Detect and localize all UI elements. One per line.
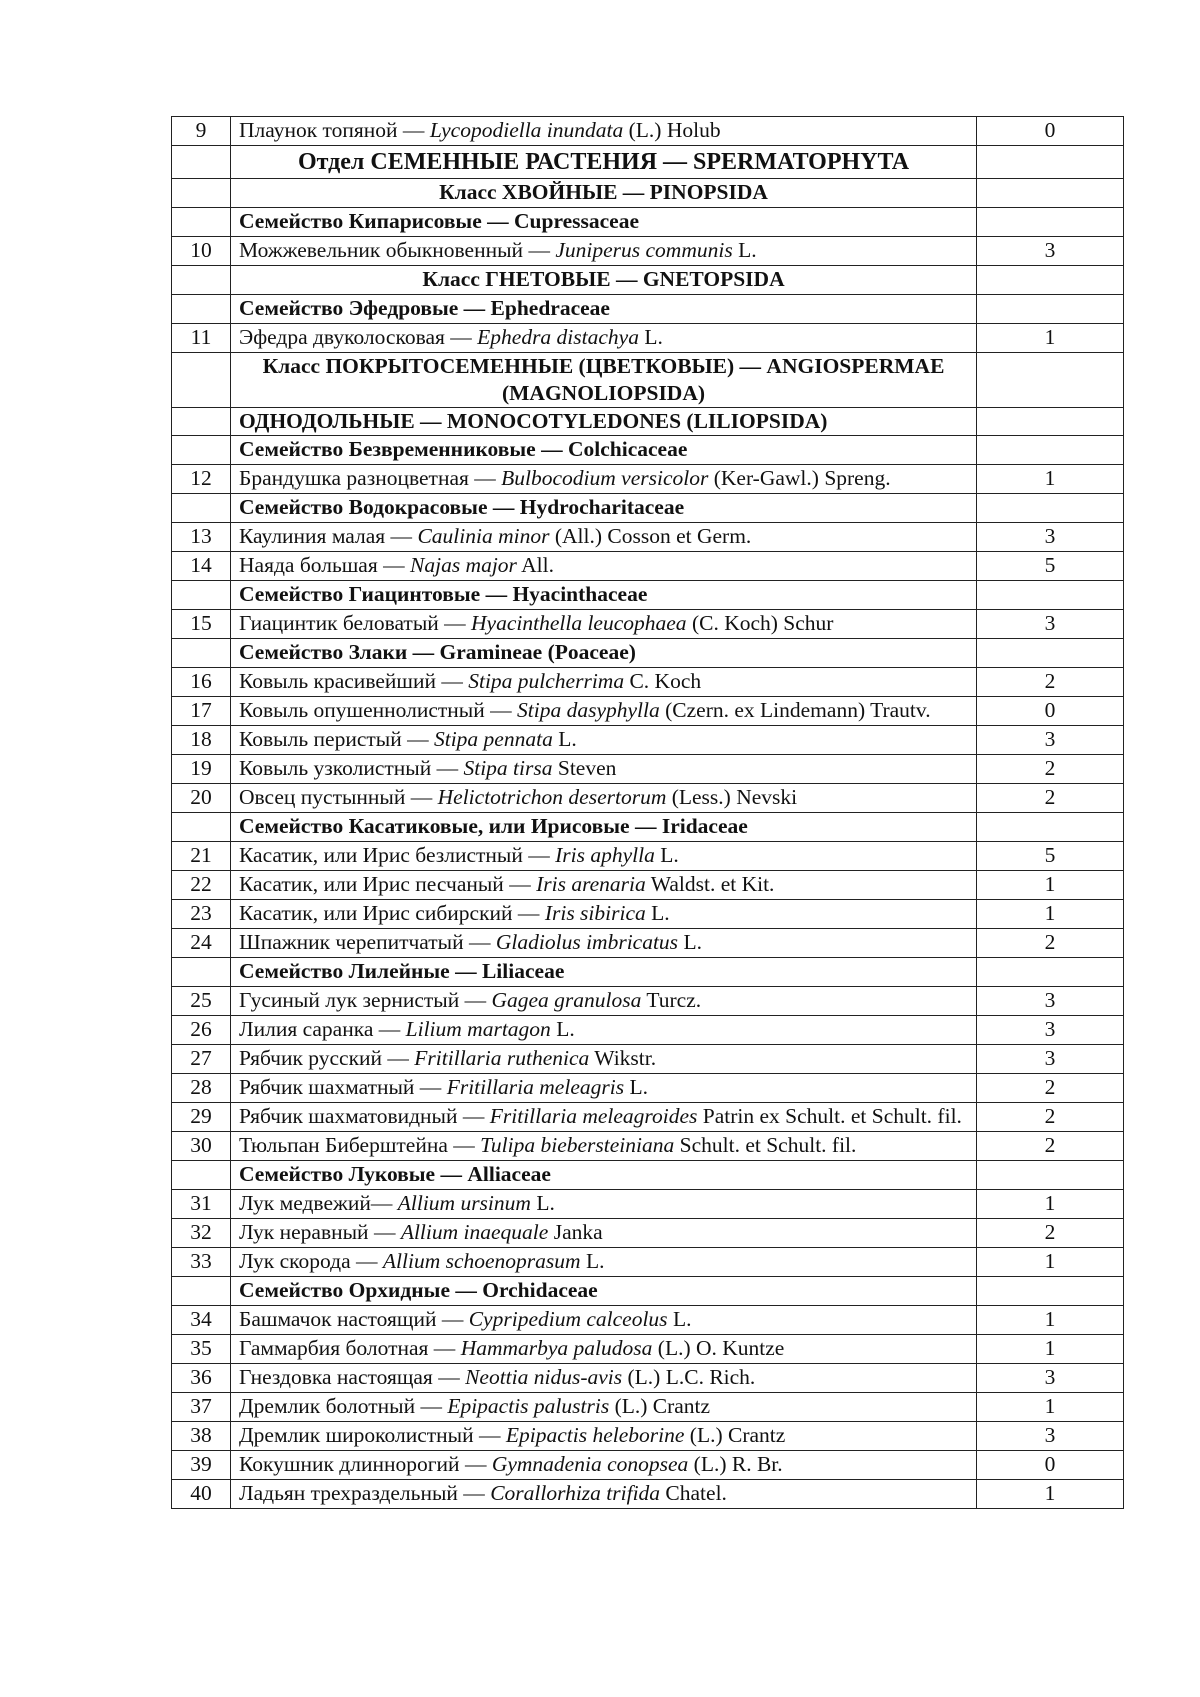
family-header-row (172, 1277, 1124, 1306)
author-citation: L. (638, 325, 663, 349)
species-name-cell (231, 726, 977, 755)
rarity-category: 2 (977, 1074, 1124, 1103)
species-name-cell (231, 987, 977, 1016)
empty-category-cell (977, 436, 1124, 465)
empty-number-cell (172, 436, 231, 465)
row-number: 29 (172, 1103, 231, 1132)
family-heading: Семейство Кипарисовые — Cupressaceae (231, 208, 977, 237)
latin-name: Fritillaria meleagroides (489, 1104, 698, 1128)
family-header-row (172, 208, 1124, 237)
russian-name: Ковыль узколистный — (239, 756, 464, 780)
russian-name: Тюльпан Биберштейна — (239, 1133, 481, 1157)
russian-name: Лук медвежий— (239, 1191, 398, 1215)
species-row (172, 697, 1124, 726)
rarity-category: 1 (977, 324, 1124, 353)
family-heading: Семейство Орхидные — Orchidaceae (231, 1277, 977, 1306)
row-number: 18 (172, 726, 231, 755)
author-citation: (L.) O. Kuntze (652, 1336, 785, 1360)
author-citation: (L.) Holub (623, 118, 721, 142)
family-heading: Семейство Водокрасовые — Hydrocharitaceae (231, 494, 977, 523)
latin-name: Fritillaria ruthenica (414, 1046, 590, 1070)
empty-category-cell (977, 494, 1124, 523)
species-row (172, 1306, 1124, 1335)
latin-name: Hyacinthella leucophaea (471, 611, 687, 635)
latin-name: Epipactis heleborine (505, 1423, 685, 1447)
family-header-row (172, 958, 1124, 987)
species-row (172, 1248, 1124, 1277)
author-citation: Waldst. et Kit. (645, 872, 775, 896)
species-row (172, 929, 1124, 958)
rarity-category: 1 (977, 1335, 1124, 1364)
rarity-category: 1 (977, 1248, 1124, 1277)
species-row (172, 842, 1124, 871)
family-header-row (172, 1161, 1124, 1190)
empty-number-cell (172, 353, 231, 408)
class-heading: Класс ПОКРЫТОСЕМЕННЫЕ (ЦВЕТКОВЫЕ) — ANGIOSPERMAE (MAGNOLIOPSIDA) (231, 353, 977, 408)
species-name-cell (231, 117, 977, 146)
empty-number-cell (172, 813, 231, 842)
row-number: 31 (172, 1190, 231, 1219)
empty-number-cell (172, 581, 231, 610)
species-row (172, 726, 1124, 755)
empty-number-cell (172, 958, 231, 987)
species-name-cell (231, 1422, 977, 1451)
species-name-cell (231, 465, 977, 494)
row-number: 12 (172, 465, 231, 494)
author-citation: Janka (548, 1220, 603, 1244)
family-header-row (172, 813, 1124, 842)
class-header-row (172, 353, 1124, 408)
family-heading: Семейство Эфедровые — Ephedraceae (231, 295, 977, 324)
empty-category-cell (977, 295, 1124, 324)
rarity-category: 2 (977, 1103, 1124, 1132)
empty-category-cell (977, 179, 1124, 208)
russian-name: Овсец пустынный — (239, 785, 438, 809)
empty-category-cell (977, 146, 1124, 179)
author-citation: (All.) Cosson et Germ. (549, 524, 752, 548)
species-name-cell (231, 784, 977, 813)
family-heading: Семейство Злаки — Gramineae (Poaceae) (231, 639, 977, 668)
family-header-row (172, 639, 1124, 668)
rarity-category: 2 (977, 929, 1124, 958)
author-citation: (Ker-Gawl.) Spreng. (708, 466, 891, 490)
author-citation: (C. Koch) Schur (686, 611, 834, 635)
empty-category-cell (977, 353, 1124, 408)
species-name-cell (231, 871, 977, 900)
author-citation: L. (530, 1191, 555, 1215)
latin-name: Epipactis palustris (447, 1394, 610, 1418)
russian-name: Наяда большая — (239, 553, 410, 577)
author-citation: (L.) L.C. Rich. (622, 1365, 756, 1389)
russian-name: Ковыль красивейший — (239, 669, 469, 693)
empty-category-cell (977, 408, 1124, 436)
rarity-category: 0 (977, 1451, 1124, 1480)
rarity-category: 3 (977, 987, 1124, 1016)
species-row (172, 523, 1124, 552)
empty-category-cell (977, 581, 1124, 610)
species-name-cell (231, 237, 977, 266)
class-heading: Класс ХВОЙНЫЕ — PINOPSIDA (231, 179, 977, 208)
species-table (171, 116, 1124, 1509)
empty-category-cell (977, 266, 1124, 295)
author-citation: Chatel. (660, 1481, 727, 1505)
empty-number-cell (172, 408, 231, 436)
latin-name: Iris aphylla (555, 843, 655, 867)
rarity-category: 3 (977, 726, 1124, 755)
latin-name: Stipa dasyphylla (517, 698, 660, 722)
rarity-category: 3 (977, 1045, 1124, 1074)
species-name-cell (231, 755, 977, 784)
family-heading: Семейство Луковые — Alliaceae (231, 1161, 977, 1190)
species-name-cell (231, 1016, 977, 1045)
row-number: 10 (172, 237, 231, 266)
empty-category-cell (977, 813, 1124, 842)
russian-name: Ковыль перистый — (239, 727, 434, 751)
russian-name: Ладьян трехраздельный — (239, 1481, 491, 1505)
latin-name: Allium schoenoprasum (382, 1249, 581, 1273)
latin-name: Stipa pennata (433, 727, 553, 751)
species-row (172, 1219, 1124, 1248)
species-row (172, 465, 1124, 494)
row-number: 35 (172, 1335, 231, 1364)
empty-category-cell (977, 1161, 1124, 1190)
author-citation: Wikstr. (589, 1046, 657, 1070)
latin-name: Cypripedium calceolus (468, 1307, 668, 1331)
family-heading: Семейство Гиацинтовые — Hyacinthaceae (231, 581, 977, 610)
latin-name: Gymnadenia conopsea (491, 1452, 689, 1476)
family-heading: Семейство Касатиковые, или Ирисовые — Iridaceae (231, 813, 977, 842)
author-citation: Turcz. (641, 988, 702, 1012)
row-number: 11 (172, 324, 231, 353)
species-name-cell (231, 1074, 977, 1103)
species-row (172, 1074, 1124, 1103)
species-row (172, 755, 1124, 784)
rarity-category: 3 (977, 1422, 1124, 1451)
russian-name: Дремлик широколистный — (239, 1423, 506, 1447)
russian-name: Касатик, или Ирис безлистный — (239, 843, 556, 867)
family-header-row (172, 494, 1124, 523)
row-number: 20 (172, 784, 231, 813)
species-row (172, 610, 1124, 639)
rarity-category: 1 (977, 871, 1124, 900)
empty-number-cell (172, 179, 231, 208)
species-row (172, 900, 1124, 929)
russian-name: Ковыль опушеннолистный — (239, 698, 517, 722)
species-row (172, 1045, 1124, 1074)
latin-name: Caulinia minor (417, 524, 550, 548)
species-name-cell (231, 610, 977, 639)
author-citation: (L.) Crantz (609, 1394, 711, 1418)
rarity-category: 2 (977, 784, 1124, 813)
author-citation: L. (624, 1075, 648, 1099)
latin-name: Stipa pulcherrima (468, 669, 625, 693)
species-name-cell (231, 1045, 977, 1074)
row-number: 36 (172, 1364, 231, 1393)
author-citation: L. (667, 1307, 692, 1331)
russian-name: Каулиния малая — (239, 524, 418, 548)
russian-name: Гнездовка настоящая — (239, 1365, 466, 1389)
row-number: 19 (172, 755, 231, 784)
author-citation: (L.) R. Br. (688, 1452, 783, 1476)
species-name-cell (231, 1335, 977, 1364)
rarity-category: 1 (977, 1306, 1124, 1335)
row-number: 13 (172, 523, 231, 552)
rarity-category: 2 (977, 668, 1124, 697)
species-row (172, 552, 1124, 581)
russian-name: Гиацинтик беловатый — (239, 611, 472, 635)
row-number: 17 (172, 697, 231, 726)
rarity-category: 2 (977, 755, 1124, 784)
rarity-category: 1 (977, 1393, 1124, 1422)
author-citation: L. (552, 727, 577, 751)
author-citation: L. (654, 843, 679, 867)
rarity-category: 5 (977, 842, 1124, 871)
latin-name: Allium ursinum (397, 1191, 531, 1215)
species-name-cell (231, 1190, 977, 1219)
species-row (172, 1016, 1124, 1045)
group-heading: ОДНОДОЛЬНЫЕ — MONOCOTYLEDONES (LILIOPSIDA) (231, 408, 977, 436)
family-header-row (172, 295, 1124, 324)
rarity-category: 1 (977, 1480, 1124, 1509)
russian-name: Лук скорода — (239, 1249, 383, 1273)
family-heading: Семейство Лилейные — Liliaceae (231, 958, 977, 987)
family-header-row (172, 436, 1124, 465)
species-name-cell (231, 900, 977, 929)
rarity-category: 0 (977, 697, 1124, 726)
latin-name: Corallorhiza trifida (490, 1481, 661, 1505)
row-number: 23 (172, 900, 231, 929)
row-number: 15 (172, 610, 231, 639)
species-name-cell (231, 1306, 977, 1335)
russian-name: Брандушка разноцветная — (239, 466, 502, 490)
species-row (172, 1132, 1124, 1161)
species-row (172, 1335, 1124, 1364)
rarity-category: 3 (977, 237, 1124, 266)
row-number: 22 (172, 871, 231, 900)
russian-name: Касатик, или Ирис песчаный — (239, 872, 537, 896)
row-number: 28 (172, 1074, 231, 1103)
latin-name: Juniperus communis (555, 238, 733, 262)
latin-name: Fritillaria meleagris (446, 1075, 625, 1099)
latin-name: Iris sibirica (544, 901, 646, 925)
class-header-row (172, 179, 1124, 208)
rarity-category: 2 (977, 1132, 1124, 1161)
row-number: 40 (172, 1480, 231, 1509)
latin-name: Helictotrichon desertorum (437, 785, 667, 809)
russian-name: Лук неравный — (239, 1220, 401, 1244)
species-name-cell (231, 1393, 977, 1422)
species-row (172, 987, 1124, 1016)
rarity-category: 1 (977, 465, 1124, 494)
species-name-cell (231, 929, 977, 958)
species-name-cell (231, 1132, 977, 1161)
class-header-row (172, 266, 1124, 295)
russian-name: Рябчик шахматовидный — (239, 1104, 490, 1128)
rarity-category: 3 (977, 523, 1124, 552)
row-number: 27 (172, 1045, 231, 1074)
row-number: 9 (172, 117, 231, 146)
rarity-category: 5 (977, 552, 1124, 581)
author-citation: Steven (552, 756, 617, 780)
species-name-cell (231, 842, 977, 871)
family-heading: Семейство Безвременниковые — Colchicaceae (231, 436, 977, 465)
species-name-cell (231, 1248, 977, 1277)
species-name-cell (231, 1451, 977, 1480)
author-citation: (Less.) Nevski (666, 785, 798, 809)
empty-number-cell (172, 1161, 231, 1190)
empty-number-cell (172, 266, 231, 295)
latin-name: Gagea granulosa (491, 988, 642, 1012)
empty-number-cell (172, 295, 231, 324)
empty-category-cell (977, 1277, 1124, 1306)
species-name-cell (231, 523, 977, 552)
russian-name: Можжевельник обыкновенный — (239, 238, 556, 262)
russian-name: Гаммарбия болотная — (239, 1336, 461, 1360)
group-header-row (172, 408, 1124, 436)
species-row (172, 237, 1124, 266)
row-number: 24 (172, 929, 231, 958)
species-name-cell (231, 1103, 977, 1132)
empty-category-cell (977, 958, 1124, 987)
row-number: 33 (172, 1248, 231, 1277)
russian-name: Рябчик русский — (239, 1046, 415, 1070)
species-row (172, 1364, 1124, 1393)
russian-name: Шпажник черепитчатый — (239, 930, 496, 954)
empty-number-cell (172, 494, 231, 523)
author-citation: L. (580, 1249, 605, 1273)
rarity-category: 1 (977, 900, 1124, 929)
species-name-cell (231, 1364, 977, 1393)
row-number: 14 (172, 552, 231, 581)
russian-name: Гусиный лук зернистый — (239, 988, 492, 1012)
empty-number-cell (172, 208, 231, 237)
species-name-cell (231, 324, 977, 353)
row-number: 32 (172, 1219, 231, 1248)
species-row (172, 1422, 1124, 1451)
species-row (172, 1103, 1124, 1132)
latin-name: Ephedra distachya (477, 325, 639, 349)
row-number: 16 (172, 668, 231, 697)
author-citation: (Czern. ex Lindemann) Trautv. (659, 698, 931, 722)
latin-name: Gladiolus imbricatus (495, 930, 679, 954)
species-name-cell (231, 1219, 977, 1248)
species-row (172, 1190, 1124, 1219)
row-number: 39 (172, 1451, 231, 1480)
russian-name: Лилия саранка — (239, 1017, 406, 1041)
author-citation: L. (678, 930, 702, 954)
species-row (172, 1480, 1124, 1509)
author-citation: L. (732, 238, 757, 262)
rarity-category: 2 (977, 1219, 1124, 1248)
author-citation: (L.) Crantz (684, 1423, 786, 1447)
species-name-cell (231, 1480, 977, 1509)
species-name-cell (231, 697, 977, 726)
class-heading: Класс ГНЕТОВЫЕ — GNETOPSIDA (231, 266, 977, 295)
latin-name: Najas major (410, 553, 517, 577)
latin-name: Lycopodiella inundata (429, 118, 624, 142)
latin-name: Lilium martagon (405, 1017, 551, 1041)
russian-name: Башмачок настоящий — (239, 1307, 469, 1331)
empty-number-cell (172, 639, 231, 668)
rarity-category: 3 (977, 610, 1124, 639)
empty-number-cell (172, 1277, 231, 1306)
species-row (172, 324, 1124, 353)
empty-category-cell (977, 639, 1124, 668)
latin-name: Tulipa biebersteiniana (480, 1133, 675, 1157)
empty-number-cell (172, 146, 231, 179)
species-name-cell (231, 668, 977, 697)
species-name-cell (231, 552, 977, 581)
latin-name: Hammarbya paludosa (460, 1336, 653, 1360)
family-header-row (172, 581, 1124, 610)
row-number: 25 (172, 987, 231, 1016)
species-row (172, 117, 1124, 146)
rarity-category: 1 (977, 1190, 1124, 1219)
author-citation: All. (516, 553, 554, 577)
russian-name: Плаунок топяной — (239, 118, 430, 142)
author-citation: L. (550, 1017, 575, 1041)
author-citation: Patrin ex Schult. et Schult. fil. (697, 1104, 962, 1128)
russian-name: Рябчик шахматный — (239, 1075, 447, 1099)
row-number: 21 (172, 842, 231, 871)
russian-name: Кокушник длиннорогий — (239, 1452, 492, 1476)
empty-category-cell (977, 208, 1124, 237)
division-header-row (172, 146, 1124, 179)
row-number: 26 (172, 1016, 231, 1045)
rarity-category: 3 (977, 1016, 1124, 1045)
author-citation: L. (645, 901, 670, 925)
row-number: 38 (172, 1422, 231, 1451)
rarity-category: 0 (977, 117, 1124, 146)
russian-name: Касатик, или Ирис сибирский — (239, 901, 545, 925)
species-row (172, 784, 1124, 813)
species-table-body (172, 117, 1124, 1509)
russian-name: Дремлик болотный — (239, 1394, 448, 1418)
row-number: 30 (172, 1132, 231, 1161)
author-citation: Schult. et Schult. fil. (674, 1133, 857, 1157)
species-row (172, 1393, 1124, 1422)
latin-name: Iris arenaria (536, 872, 646, 896)
row-number: 37 (172, 1393, 231, 1422)
latin-name: Allium inaequale (400, 1220, 549, 1244)
division-heading: Отдел СЕМЕННЫЕ РАСТЕНИЯ — SPERMATOPHYTA (231, 146, 977, 179)
latin-name: Bulbocodium versicolor (501, 466, 709, 490)
author-citation: C. Koch (624, 669, 702, 693)
species-row (172, 668, 1124, 697)
latin-name: Neottia nidus-avis (465, 1365, 623, 1389)
latin-name: Stipa tirsa (463, 756, 553, 780)
russian-name: Эфедра двуколосковая — (239, 325, 478, 349)
row-number: 34 (172, 1306, 231, 1335)
species-row (172, 871, 1124, 900)
rarity-category: 3 (977, 1364, 1124, 1393)
species-row (172, 1451, 1124, 1480)
